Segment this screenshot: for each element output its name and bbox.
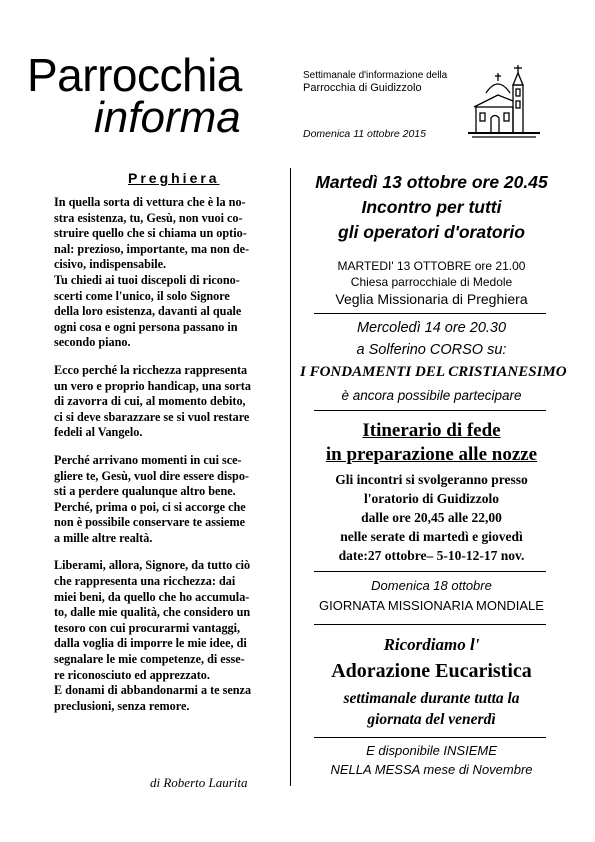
prayer-line: E donami di abbandonarmi a te senza <box>54 683 252 698</box>
prayer-paragraph <box>54 363 278 441</box>
prayer-line: nal: prezioso, importante, ma non de- <box>54 241 250 256</box>
nozze-info-line: dalle ore 20,45 alle 22,00 <box>361 510 502 525</box>
veglia-title: Veglia Missionaria di Preghiera <box>335 291 528 307</box>
prayer-line: sti a perdere qualunque altro bene. <box>54 484 236 499</box>
nozze-subtitle: in preparazione alle nozze <box>325 444 538 465</box>
prayer-line: ci si deve sbarazzare se si vuol restare <box>54 409 250 424</box>
corso-location: a Solferino CORSO su: <box>356 342 507 358</box>
prayer-heading: Preghiera <box>128 170 220 186</box>
missionaria-date: Domenica 18 ottobre <box>371 578 492 593</box>
prayer-line: non è possibile conservare te assieme <box>54 515 246 530</box>
insieme-line: E disponibile INSIEME <box>366 743 497 758</box>
prayer-line: struire quello che si chiama un optio- <box>54 226 247 241</box>
section-divider <box>314 410 546 411</box>
prayer-line: to, dalle mie qualità, che considero un <box>54 605 251 620</box>
oratorio-date: Martedì 13 ottobre ore 20.45 <box>315 172 548 192</box>
prayer-line: fedeli al Vangelo. <box>54 425 143 440</box>
prayer-line: di zavorra di cui, al momento debito, <box>54 394 246 409</box>
prayer-line: Liberami, allora, Signore, da tutto ciò <box>54 558 251 573</box>
prayer-text <box>54 195 278 726</box>
prayer-line: segnalare le mie competenze, di esse- <box>54 652 245 667</box>
prayer-line: stra esistenza, tu, Gesù, non vuoi co- <box>54 210 243 225</box>
prayer-line: re riconosciuto ed apprezzato. <box>54 667 210 682</box>
prayer-line: preclusioni, senza remore. <box>54 698 190 713</box>
prayer-paragraph <box>54 453 278 547</box>
prayer-line: tesoro con cui procurarmi vantaggi, <box>54 620 241 635</box>
adorazione-detail: giornata del venerdì <box>367 711 496 728</box>
section-divider <box>314 571 546 572</box>
corso-date: Mercoledì 14 ore 20.30 <box>356 320 507 336</box>
section-divider <box>314 737 546 738</box>
column-divider <box>290 168 291 786</box>
corso-title: I FONDAMENTI DEL CRISTIANESIMO <box>300 364 567 380</box>
prayer-line: un vero e proprio handicap, una sorta <box>54 378 251 393</box>
nozze-title: Itinerario di fede <box>362 420 501 441</box>
adorazione-intro: Ricordiamo l' <box>383 635 480 654</box>
prayer-line: secondo piano. <box>54 335 131 350</box>
prayer-line: che rappresenta una ricchezza: dai <box>54 574 236 589</box>
adorazione-detail: settimanale durante tutta la <box>343 690 520 707</box>
prayer-line: dalla voglia di imporre le mie idee, di <box>54 636 247 651</box>
missionaria-title: GIORNATA MISSIONARIA MONDIALE <box>319 598 544 613</box>
prayer-line: Perché arrivano momenti in cui sce- <box>54 452 242 467</box>
prayer-line: Tu chiedi ai tuoi discepoli di ricono- <box>54 272 240 287</box>
prayer-line: miei beni, da quello che ho accumula- <box>54 589 250 604</box>
prayer-line: gliere te, Gesù, vuol dire essere dispo- <box>54 468 249 483</box>
insieme-line: NELLA MESSA mese di Novembre <box>330 762 533 777</box>
corso-note: è ancora possibile partecipare <box>341 388 522 403</box>
prayer-line: della loro esistenza, davanti al quale <box>54 304 242 319</box>
prayer-paragraph <box>54 195 278 351</box>
publication-parish: Parrocchia di Guidizzolo <box>303 82 422 94</box>
prayer-line: Ecco perché la ricchezza rappresenta <box>54 362 248 377</box>
publication-description: Settimanale d'informazione della <box>303 70 448 81</box>
prayer-line: Perché, prima o poi, ci si accorge che <box>54 499 246 514</box>
nozze-info-line: nelle serate di martedì e giovedì <box>340 529 523 544</box>
masthead-subtitle: informa <box>94 93 241 142</box>
veglia-date: MARTEDI' 13 OTTOBRE ore 21.00 <box>337 259 526 273</box>
prayer-line: a mille altre realtà. <box>54 530 153 545</box>
prayer-line: ogni cosa e ogni persona passano in <box>54 319 238 334</box>
prayer-paragraph <box>54 558 278 714</box>
nozze-info-line: l'oratorio di Guidizzolo <box>364 491 499 506</box>
veglia-location: Chiesa parrocchiale di Medole <box>350 275 513 289</box>
masthead-title: Parrocchia <box>27 49 242 101</box>
prayer-line: scerti come l'unico, il solo Signore <box>54 288 230 303</box>
prayer-line: In quella sorta di vettura che è la no- <box>54 195 246 209</box>
oratorio-title: Incontro per tutti <box>361 197 502 217</box>
oratorio-audience: gli operatori d'oratorio <box>338 222 525 242</box>
nozze-dates: date:27 ottobre– 5-10-12-17 nov. <box>338 548 525 563</box>
church-logo-icon <box>468 63 540 141</box>
prayer-line: cisivo, indispensabile. <box>54 257 167 272</box>
section-divider <box>314 313 546 314</box>
adorazione-title: Adorazione Eucaristica <box>331 660 532 682</box>
section-divider <box>314 624 546 625</box>
nozze-info-line: Gli incontri si svolgeranno presso <box>335 472 528 487</box>
issue-date: Domenica 11 ottobre 2015 <box>303 128 426 140</box>
prayer-author: di Roberto Laurita <box>150 775 248 790</box>
